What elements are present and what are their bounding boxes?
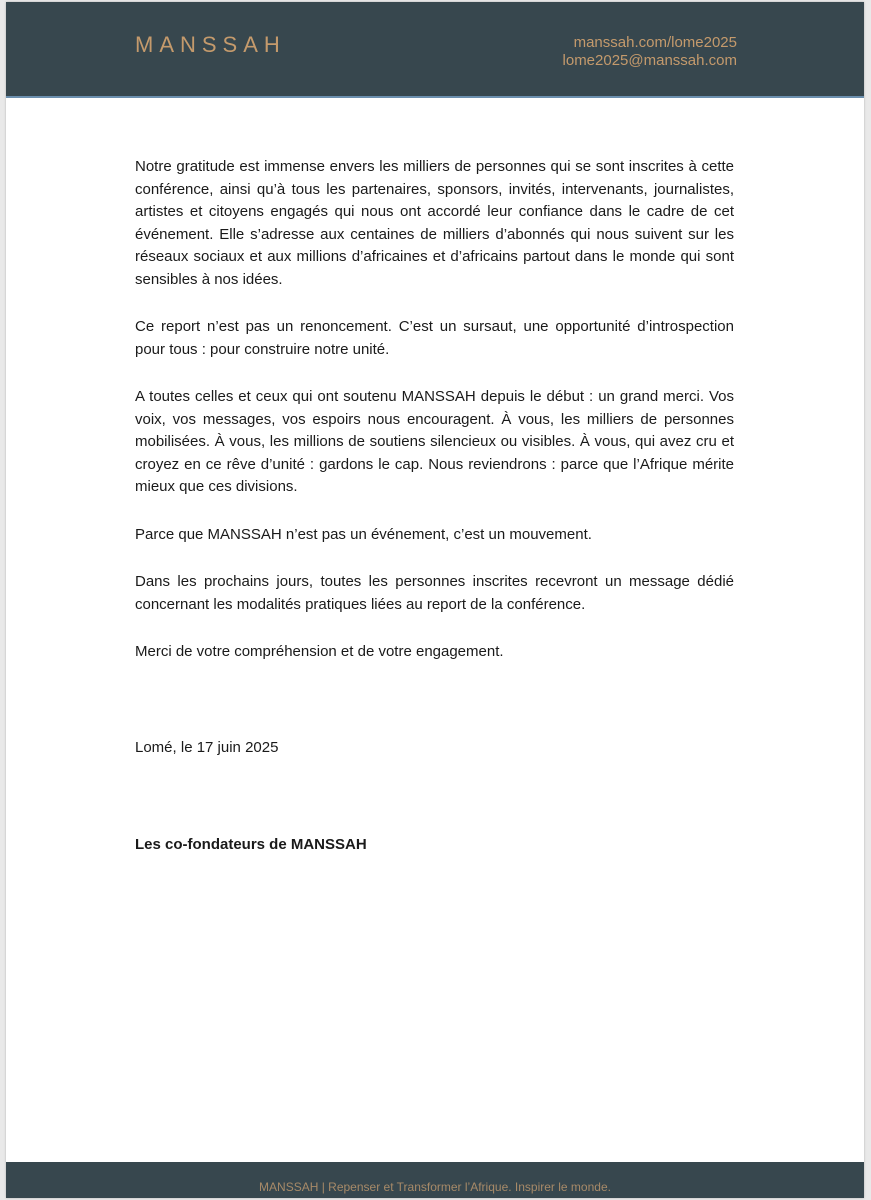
letter-body (135, 156, 734, 689)
email-link[interactable]: lome2025@manssah.com (562, 52, 737, 69)
document-page (6, 2, 864, 1198)
letter-signature: Les co-fondateurs de MANSSAH (135, 836, 367, 853)
website-link[interactable]: manssah.com/lome2025 (573, 34, 737, 51)
paragraph: Ce report n’est pas un renoncement. C’est un sursaut, une opportunité d’introspection pour tous : pour construire notre unité. (135, 318, 734, 358)
paragraph: Notre gratitude est immense envers les milliers de personnes qui se sont inscrites à cette conférence, ainsi qu’à tous les partenaires, sponsors, invités, intervenants, journalistes, artistes et citoyens engagés qui nous ont accordé leur confiance dans le cadre de cet événement. Elle s’adresse aux centaines de milliers d’abonnés qui nous suivent sur les réseaux sociaux et aux millions d’africaines et d’africains partout dans le monde qui sont sensibles à nos idées. (135, 158, 734, 288)
paragraph: Dans les prochains jours, toutes les personnes inscrites recevront un message dédié concernant les modalités pratiques liées au report de la conférence. (135, 573, 734, 613)
paragraph: A toutes celles et ceux qui ont soutenu MANSSAH depuis le début : un grand merci. Vos voix, vos messages, vos espoirs nous encouragent. À vous, les milliers de personnes mobilisées. À vous, les millions de soutiens silencieux ou visibles. À vous, qui avez cru et croyez en ce rêve d’unité : gardons le cap. Nous reviendrons : parce que l’Afrique mérite mieux que ces divisions. (135, 388, 734, 495)
paragraph: Parce que MANSSAH n’est pas un événement, c’est un mouvement. (135, 525, 592, 543)
letterhead-footer (6, 1162, 864, 1198)
paragraph: Merci de votre compréhension et de votre engagement. (135, 643, 504, 660)
contact-info (563, 34, 737, 70)
letterhead-header (6, 2, 864, 98)
brand-logo: MANSSAH (135, 32, 286, 57)
footer-tagline: MANSSAH | Repenser et Transformer l’Afrique. Inspirer le monde. (259, 1180, 611, 1194)
letter-date: Lomé, le 17 juin 2025 (135, 739, 279, 756)
